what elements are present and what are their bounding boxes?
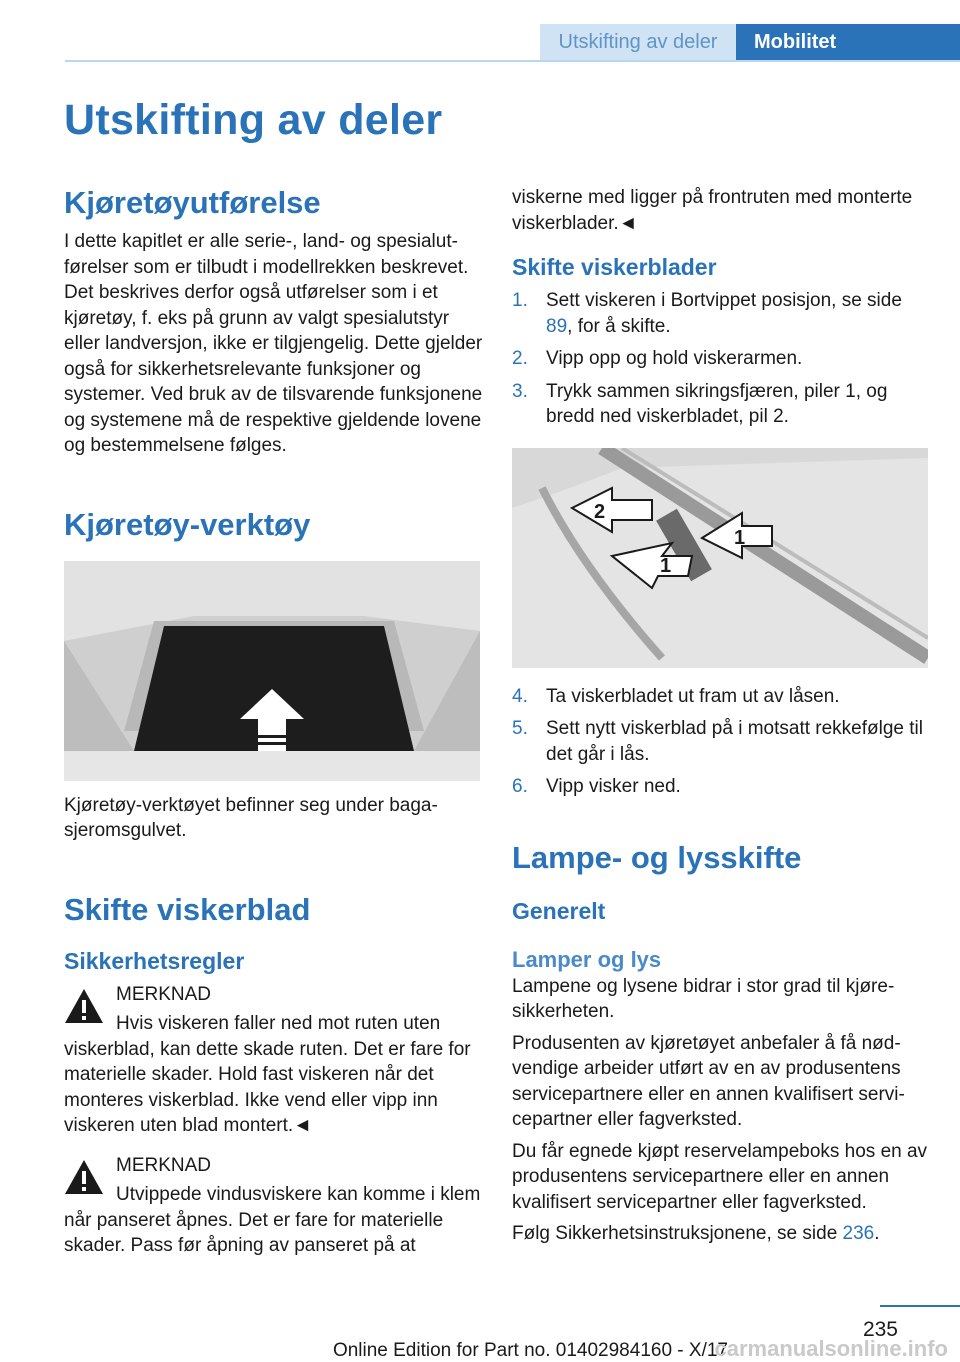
header-rule — [65, 60, 960, 62]
svg-text:2: 2 — [594, 500, 606, 523]
page-link-89[interactable]: 89 — [546, 315, 568, 337]
wiper-steps-b — [512, 684, 928, 800]
step-number: 1. — [512, 290, 528, 311]
step-number: 6. — [512, 776, 528, 797]
heading-lamps-and-lights: Lamper og lys — [512, 946, 662, 972]
page-title: Utskifting av deler — [64, 96, 443, 144]
vehicle-tools-text: Kjøretøy-verktøyet befinner seg under bagasjeromsgulvet. — [64, 794, 438, 841]
step-number: 3. — [512, 380, 528, 402]
step-number: 5. — [512, 718, 528, 739]
notice-2-text: Utvippede vindusviskere kan komme i klem når panseret åpnes. Det er fare for materielle skader. Pass før åpning av panseret på at — [64, 1184, 481, 1256]
warning-icon — [64, 1159, 104, 1195]
lamps-text-1: Lampene og lysene bidrar i stor grad til kjøresikkerheten. — [512, 975, 895, 1022]
step-3: 3. Trykk sammen sikringsfjæren, piler 1, og bredd ned viskerbladet, pil 2. — [512, 380, 888, 427]
step-1: 1. Sett viskeren i Bortvippet posisjon, se side 89, for å skifte. — [512, 290, 902, 337]
heading-change-wiper-blade: Skifte viskerblad — [64, 891, 311, 927]
heading-lamp-change: Lampe- og lysskifte — [512, 839, 802, 875]
heading-vehicle-tools: Kjøretøy-verktøy — [64, 506, 311, 542]
step-number: 4. — [512, 685, 528, 707]
vehicle-version-text: I dette kapitlet er alle serie-, land- og spesialutførelser som er tilbudt i modellrekken beskrevet. Det beskrives derfor også utførelser som i et kjøretøy, f. eks på grunn av valgt spesialutstyr eller landversjon, ikke er tilgjengelig. Dette gjelder også for sikkerhetsrelevante funksjoner og systemer. Ved bruk av de tilsvarende funksjonene og systemene må de respektive gjeldende lovene og bestemmelsene følges. — [64, 231, 483, 456]
lamps-text-3: Du får egnede kjøpt reservelampeboks hos en av produsentens servicepartnere eller en annen kvalifisert servicepartner eller fagverksted. — [512, 1140, 928, 1213]
right-column — [512, 183, 928, 1247]
lamps-text-2: Produsenten av kjøretøyet anbefaler å få nødvendige arbeider utført av en av produsentens servicepartnere eller en annen kvalifisert servicepartner eller fagverksted. — [512, 1032, 905, 1130]
notice-2 — [64, 1153, 484, 1179]
page-link-236[interactable]: 236 — [842, 1223, 875, 1244]
watermark: carmanualsonline.info — [714, 1336, 948, 1361]
step-5: 5. Sett nytt viskerblad på i motsatt rekkefølge til det går i lås. — [512, 718, 923, 765]
wiper-blade-image — [512, 448, 928, 668]
step-number: 2. — [512, 348, 528, 369]
notice-2-label: MERKNAD — [116, 1154, 212, 1176]
page-number: 235 — [862, 1318, 898, 1341]
left-column — [64, 183, 484, 1259]
notice-1 — [64, 982, 484, 1008]
notice-1-label: MERKNAD — [116, 983, 212, 1005]
edition-text: Online Edition for Part no. 01402984160 - X/17 — [332, 1340, 728, 1361]
header-section-label: Utskifting av deler — [540, 24, 736, 60]
step-2: 2. Vipp opp og hold viskerarmen. — [512, 346, 928, 372]
trunk-floor-image — [64, 561, 480, 781]
heading-safety-rules: Sikkerhetsregler — [64, 947, 245, 974]
heading-change-wiper-blades: Skifte viskerblader — [512, 254, 717, 280]
svg-text:1: 1 — [734, 526, 746, 549]
heading-vehicle-version: Kjøretøyutførelse — [64, 185, 321, 220]
lamps-text-4: Følg Sikkerhetsinstruksjonene, se side 236. — [512, 1223, 880, 1244]
wiper-continued-text: viskerne med ligger på frontruten med monterte viskerblader.◄ — [512, 187, 913, 234]
heading-general: Generelt — [512, 897, 606, 924]
svg-text:1: 1 — [660, 554, 672, 577]
step-6: 6. Vipp visker ned. — [512, 774, 928, 800]
warning-icon — [64, 988, 104, 1024]
step-4: 4. Ta viskerbladet ut fram ut av låsen. — [512, 684, 928, 710]
wiper-steps-a — [512, 288, 928, 430]
notice-1-text: Hvis viskeren faller ned mot ruten uten viskerblad, kan dette skade ruten. Det er fare for materielle skader. Hold fast viskeren når det monteres viskerblad. Ikke vend eller vipp inn viskeren uten blad montert.◄ — [64, 1013, 471, 1136]
header-chapter-tab[interactable]: Mobilitet — [736, 24, 960, 60]
footer-rule — [880, 1305, 960, 1307]
